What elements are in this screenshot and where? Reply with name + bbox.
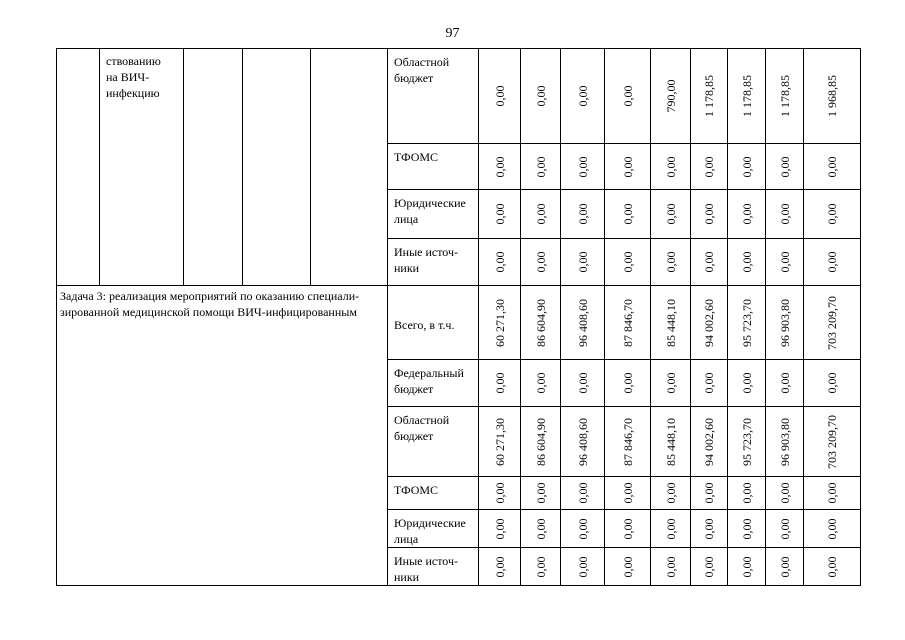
value-cell	[521, 510, 561, 548]
value-text: 0,00	[575, 203, 590, 225]
value-text: 95 723,70	[739, 298, 754, 347]
value-text: 0,00	[492, 518, 507, 539]
value-text: 60 271,30	[492, 298, 507, 347]
value-cell	[766, 548, 804, 586]
value-cell	[691, 286, 728, 360]
value-text: 0,00	[620, 482, 635, 504]
value-text: 0,00	[533, 203, 548, 225]
value-text: 0,00	[777, 251, 792, 273]
value-text: 0,00	[825, 482, 839, 504]
value-cell	[561, 407, 605, 477]
value-text: 0,00	[739, 482, 754, 504]
value-text: 0,00	[739, 372, 754, 394]
value-cell	[561, 190, 605, 239]
value-text: 0,00	[533, 556, 548, 577]
value-cell	[479, 548, 521, 586]
value-cell	[728, 360, 766, 407]
value-cell	[651, 548, 691, 586]
value-cell	[605, 548, 651, 586]
value-text: 0,00	[702, 372, 716, 394]
value-text: 96 903,80	[777, 298, 792, 347]
value-cell	[728, 510, 766, 548]
value-text: 95 723,70	[739, 417, 754, 466]
value-text: 0,00	[492, 482, 507, 504]
value-cell	[479, 49, 521, 144]
value-cell	[561, 477, 605, 510]
value-cell	[766, 510, 804, 548]
value-cell	[691, 360, 728, 407]
value-cell	[605, 239, 651, 286]
value-text: 0,00	[620, 518, 635, 539]
value-text: 0,00	[825, 518, 839, 539]
value-text: 0,00	[663, 372, 678, 394]
value-text: 0,00	[492, 156, 507, 177]
value-cell	[766, 190, 804, 239]
value-cell	[521, 407, 561, 477]
value-cell	[521, 360, 561, 407]
value-text: 0,00	[663, 518, 678, 539]
value-cell	[651, 407, 691, 477]
value-cell	[605, 510, 651, 548]
value-text: 96 903,80	[777, 417, 792, 466]
value-cell	[479, 477, 521, 510]
value-cell	[804, 360, 861, 407]
value-text: 0,00	[739, 556, 754, 577]
value-text: 0,00	[575, 251, 590, 273]
value-cell	[651, 190, 691, 239]
value-text: 1 178,85	[777, 75, 792, 117]
value-text: 1 178,85	[739, 75, 754, 117]
source-label: Областной бюджет	[388, 407, 479, 477]
value-cell	[651, 49, 691, 144]
value-cell	[479, 360, 521, 407]
source-label: ТФОМС	[388, 144, 479, 190]
value-text: 0,00	[702, 156, 716, 177]
blank-cell	[57, 49, 100, 286]
value-cell	[691, 407, 728, 477]
task-title: Задача 3: реализация мероприятий по оказанию специали- зированной медицинской помощи ВИЧ-инфицированным	[57, 286, 388, 586]
value-text: 96 408,60	[575, 298, 590, 347]
value-text: 0,00	[533, 85, 548, 107]
value-text: 87 846,70	[620, 298, 635, 347]
value-text: 703 209,70	[825, 295, 839, 350]
source-label: Юридические лица	[388, 510, 479, 548]
value-cell	[728, 548, 766, 586]
value-text: 0,00	[739, 156, 754, 177]
value-cell	[479, 286, 521, 360]
value-cell	[804, 190, 861, 239]
value-cell	[605, 360, 651, 407]
value-cell	[728, 407, 766, 477]
value-text: 0,00	[702, 251, 716, 273]
value-cell	[804, 548, 861, 586]
value-text: 0,00	[777, 156, 792, 177]
source-label: Иные источ- ники	[388, 239, 479, 286]
value-text: 0,00	[702, 556, 716, 577]
table-row	[57, 286, 861, 360]
value-cell	[804, 510, 861, 548]
value-text: 0,00	[492, 251, 507, 273]
value-text: 0,00	[702, 203, 716, 225]
value-text: 86 604,90	[533, 417, 548, 466]
value-text: 790,00	[663, 79, 678, 113]
value-text: 0,00	[575, 85, 590, 107]
value-text: 0,00	[739, 203, 754, 225]
value-cell	[691, 510, 728, 548]
value-cell	[651, 144, 691, 190]
value-cell	[479, 190, 521, 239]
value-cell	[766, 239, 804, 286]
value-cell	[691, 239, 728, 286]
value-text: 0,00	[620, 156, 635, 177]
blank-cell	[243, 49, 311, 286]
value-text: 0,00	[533, 518, 548, 539]
value-text: 0,00	[492, 203, 507, 225]
value-cell	[479, 239, 521, 286]
value-text: 0,00	[492, 556, 507, 577]
value-cell	[728, 144, 766, 190]
value-cell	[728, 190, 766, 239]
value-text: 87 846,70	[620, 417, 635, 466]
value-cell	[766, 360, 804, 407]
value-text: 0,00	[702, 518, 716, 539]
value-text: 0,00	[492, 85, 507, 107]
value-text: 0,00	[777, 482, 792, 504]
value-cell	[479, 144, 521, 190]
value-cell	[479, 510, 521, 548]
value-cell	[521, 144, 561, 190]
value-cell	[651, 286, 691, 360]
value-text: 0,00	[533, 372, 548, 394]
value-text: 0,00	[575, 518, 590, 539]
value-cell	[479, 407, 521, 477]
page-number: 97	[445, 26, 460, 41]
table-body	[57, 49, 861, 586]
source-label: ТФОМС	[388, 477, 479, 510]
value-text: 96 408,60	[575, 417, 590, 466]
value-text: 0,00	[663, 203, 678, 225]
value-text: 0,00	[739, 251, 754, 273]
value-text: 0,00	[777, 372, 792, 394]
value-text: 0,00	[663, 251, 678, 273]
value-text: 0,00	[575, 156, 590, 177]
value-text: 0,00	[533, 482, 548, 504]
value-text: 1 968,85	[825, 75, 839, 117]
value-cell	[561, 510, 605, 548]
value-text: 0,00	[533, 251, 548, 273]
value-cell	[521, 286, 561, 360]
value-cell	[561, 548, 605, 586]
value-cell	[766, 477, 804, 510]
value-cell	[766, 286, 804, 360]
value-cell	[691, 144, 728, 190]
value-text: 85 448,10	[663, 417, 678, 466]
value-text: 94 002,60	[702, 417, 716, 466]
value-cell	[561, 239, 605, 286]
blank-cell	[184, 49, 243, 286]
value-cell	[691, 190, 728, 239]
value-text: 85 448,10	[663, 298, 678, 347]
blank-cell	[311, 49, 388, 286]
value-cell	[605, 190, 651, 239]
value-text: 94 002,60	[702, 298, 716, 347]
value-cell	[561, 49, 605, 144]
value-text: 0,00	[575, 372, 590, 394]
value-cell	[804, 407, 861, 477]
value-text: 86 604,90	[533, 298, 548, 347]
value-text: 0,00	[575, 556, 590, 577]
value-cell	[651, 239, 691, 286]
value-text: 0,00	[825, 203, 839, 225]
value-text: 0,00	[825, 251, 839, 273]
value-cell	[651, 477, 691, 510]
value-cell	[605, 286, 651, 360]
value-text: 0,00	[620, 372, 635, 394]
value-text: 1 178,85	[702, 75, 716, 117]
value-cell	[691, 477, 728, 510]
value-text: 703 209,70	[825, 414, 839, 469]
value-text: 0,00	[777, 518, 792, 539]
source-label: Федеральный бюджет	[388, 360, 479, 407]
value-cell	[804, 49, 861, 144]
budget-table	[56, 48, 861, 586]
value-text: 0,00	[620, 251, 635, 273]
value-text: 0,00	[620, 203, 635, 225]
value-cell	[521, 477, 561, 510]
value-text: 0,00	[663, 156, 678, 177]
value-cell	[561, 144, 605, 190]
value-cell	[691, 49, 728, 144]
value-text: 0,00	[777, 203, 792, 225]
source-label: Иные источ- ники	[388, 548, 479, 586]
value-cell	[691, 548, 728, 586]
value-cell	[521, 49, 561, 144]
value-text: 60 271,30	[492, 417, 507, 466]
value-text: 0,00	[825, 372, 839, 394]
value-cell	[605, 144, 651, 190]
source-label: Всего, в т.ч.	[388, 286, 479, 360]
value-cell	[561, 360, 605, 407]
value-cell	[766, 144, 804, 190]
value-text: 0,00	[702, 482, 716, 504]
value-text: 0,00	[739, 518, 754, 539]
value-cell	[804, 144, 861, 190]
value-text: 0,00	[620, 85, 635, 107]
value-text: 0,00	[575, 482, 590, 504]
value-text: 0,00	[663, 556, 678, 577]
value-text: 0,00	[777, 556, 792, 577]
measure-name: ствованию на ВИЧ- инфекцию	[100, 49, 184, 286]
value-cell	[605, 407, 651, 477]
value-text: 0,00	[620, 556, 635, 577]
value-cell	[651, 510, 691, 548]
value-cell	[521, 239, 561, 286]
value-cell	[605, 477, 651, 510]
source-label: Юридические лица	[388, 190, 479, 239]
value-cell	[728, 286, 766, 360]
value-cell	[605, 49, 651, 144]
value-cell	[651, 360, 691, 407]
value-text: 0,00	[825, 156, 839, 177]
table-row	[57, 49, 861, 144]
value-cell	[804, 477, 861, 510]
source-label: Областной бюджет	[388, 49, 479, 144]
value-cell	[728, 239, 766, 286]
value-cell	[804, 286, 861, 360]
value-cell	[561, 286, 605, 360]
value-text: 0,00	[825, 556, 839, 577]
value-cell	[521, 190, 561, 239]
value-cell	[766, 49, 804, 144]
value-cell	[728, 477, 766, 510]
value-cell	[766, 407, 804, 477]
value-text: 0,00	[663, 482, 678, 504]
value-text: 0,00	[492, 372, 507, 394]
value-cell	[728, 49, 766, 144]
value-cell	[804, 239, 861, 286]
value-text: 0,00	[533, 156, 548, 177]
value-cell	[521, 548, 561, 586]
